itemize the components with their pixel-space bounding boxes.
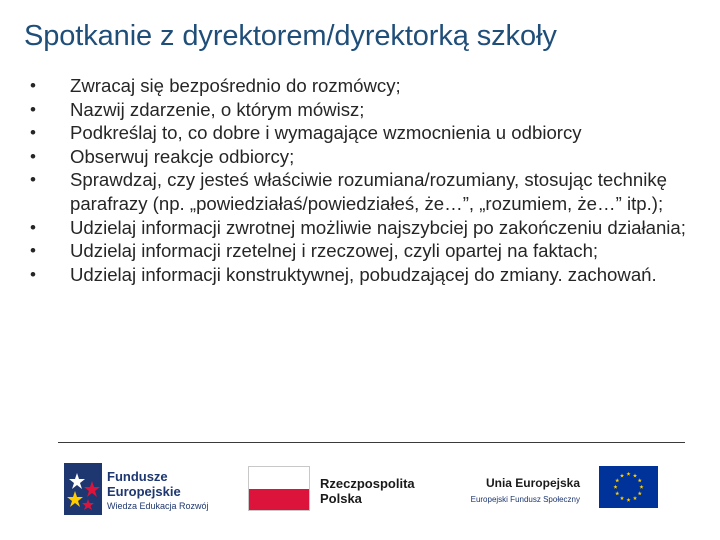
fundusze-label: Fundusze	[107, 469, 168, 484]
rzeczpospolita-label: Rzeczpospolita	[320, 476, 415, 491]
polska-label: Polska	[320, 491, 362, 506]
efs-label: Europejski Fundusz Społeczny	[470, 495, 580, 504]
rzeczpospolita-polska-logo	[248, 466, 448, 516]
unia-europejska-label: Unia Europejska	[485, 476, 580, 490]
fundusze-europejskie-logo	[64, 463, 234, 518]
fundusze-europejskie-star-icon	[64, 463, 102, 515]
bullet-item: • Nazwij zdarzenie, o którym mówisz;	[30, 98, 690, 122]
bullet-item: • Udzielaj informacji zwrotnej możliwie najszybciej po zakończeniu działania;	[30, 216, 690, 240]
slide-title: Spotkanie z dyrektorem/dyrektorką szkoły	[24, 20, 557, 52]
bullet-item: • Zwracaj się bezpośrednio do rozmówcy;	[30, 74, 690, 98]
bullet-item: • Udzielaj informacji konstruktywnej, pobudzającej do zmiany. zachowań.	[30, 263, 690, 287]
bullet-item: • Sprawdzaj, czy jesteś właściwie rozumiana/rozumiany, stosując technikę parafrazy (np. „powiedziałaś/powiedziałeś, że…”, „rozumiem, że…” itp.);	[30, 168, 690, 215]
bullet-item: • Podkreślaj to, co dobre i wymagające wzmocnienia u odbiorcy	[30, 121, 690, 145]
bullet-item: • Udzielaj informacji rzetelnej i rzeczowej, czyli opartej na faktach;	[30, 239, 690, 263]
bullet-list	[30, 74, 690, 286]
polish-flag-icon	[248, 466, 310, 511]
footer-divider	[58, 442, 685, 443]
program-label: Wiedza Edukacja Rozwój	[107, 501, 209, 511]
europejskie-label: Europejskie	[107, 484, 181, 499]
unia-europejska-logo	[458, 466, 658, 516]
bullet-item: • Obserwuj reakcje odbiorcy;	[30, 145, 690, 169]
eu-flag-icon	[599, 466, 658, 508]
